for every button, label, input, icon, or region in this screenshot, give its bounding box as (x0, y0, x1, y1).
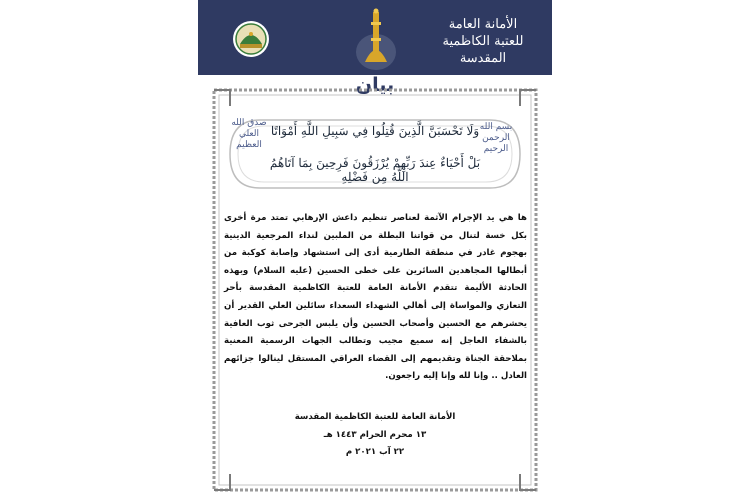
statement-document (198, 0, 552, 500)
statement-body: ها هي يد الإجرام الآثمة لعناصر تنظيم داعش الإرهابي تمتد مرة أخرى بكل خسة لتنال من قواتنا البطلة من الملبين لنداء المرجعية الدينية بهجوم غادر في منطقة الطارمية أدى إلى استشهاد وإصابة كوكبة من أبطالها المجاهدين السائرين على خطى الحسين (عليه السلام) وبهذه الحادثة الأليمة تتقدم الأمانة العامة للعتبة الكاظمية المقدسة بأحر التعازي والمواساة إلى أهالي الشهداء السعداء سائلين العلي القدير أن يحشرهم مع الحسين وأصحاب الحسين وأن يلبس الجرحى ثوب العافية بالشفاء العاجل إنه سميع مجيب وتطالب الجهات الرسمية المعنية بملاحقة الجناة وتقديمهم إلى القضاء العراقي المستقل لينالوا جزائهم العادل .. وإنا لله وإنا إليه راجعون. (224, 213, 527, 382)
calligraphy-left: صدق الله العلي العظيم (231, 118, 267, 150)
signature-block (198, 409, 552, 462)
quran-verse-line-1: وَلَا تَحْسَبَنَّ الَّذِينَ قُتِلُوا فِي سَبِيلِ اللَّهِ أَمْوَاتًا (270, 124, 480, 138)
header-banner (198, 0, 552, 75)
signature-gregorian-date: ٢٢ آب ٢٠٢١ م (345, 447, 405, 458)
signature-hijri-date: ١٣ محرم الحرام ١٤٤٣ هـ (323, 429, 427, 440)
calligraphy-right: بسم الله الرحمن الرحيم (479, 122, 513, 154)
statement-title: بيان (355, 74, 395, 96)
header-title (428, 16, 538, 67)
header-title-line-2: للعتبة الكاظمية المقدسة (442, 34, 524, 66)
golden-dome-minaret-icon (356, 8, 396, 70)
signature-org: الأمانة العامة للعتبة الكاظمية المقدسة (294, 412, 456, 422)
holy-shrine-emblem-icon (232, 20, 270, 58)
quran-verse-line-2: بَلْ أَحْيَاءٌ عِندَ رَبِّهِمْ يُرْزَقُونَ فَرِحِينَ بِمَا آتَاهُمُ اللَّهُ مِن فَضْلِهِ (269, 156, 481, 184)
header-title-line-1: الأمانة العامة (448, 17, 518, 32)
